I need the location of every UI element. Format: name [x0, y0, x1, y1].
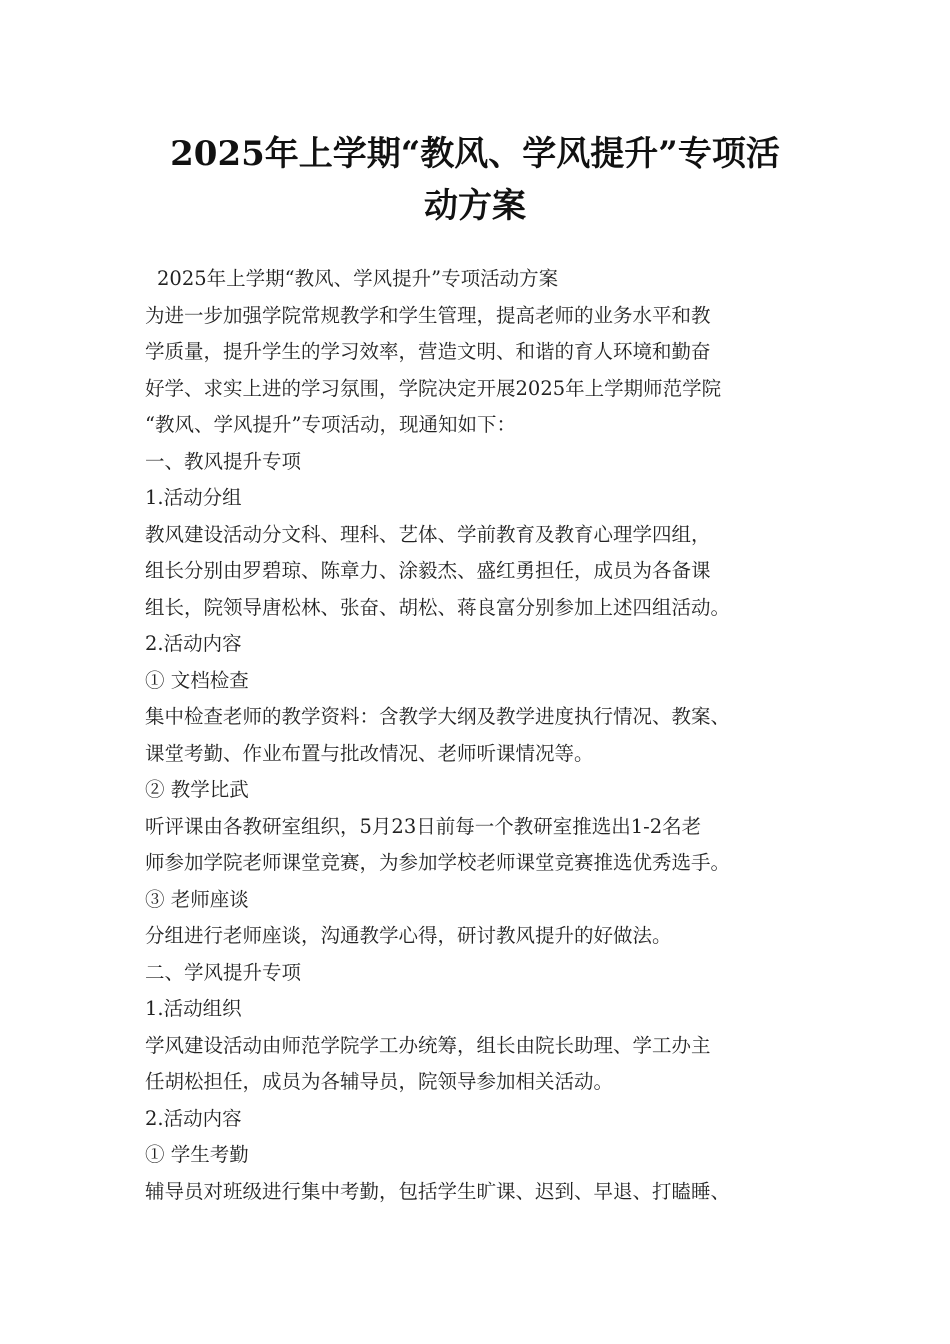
paragraph-line: 师参加学院老师课堂竞赛，为参加学校老师课堂竞赛推选优秀选手。 [145, 851, 731, 874]
paragraph-line: 组长分别由罗碧琼、陈章力、涂毅杰、盛红勇担任，成员为各备课 [145, 559, 711, 582]
paragraph-line: 课堂考勤、作业布置与批改情况、老师听课情况等。 [145, 741, 594, 765]
paragraph-line: 听评课由各教研室组织，5月23日前每一个教研室推选出1-2名老 [145, 814, 702, 838]
paragraph-line: 教风建设活动分文科、理科、艺体、学前教育及教育心理学四组， [145, 522, 711, 546]
item-heading: ① 文档检查 [145, 668, 249, 692]
item-heading: ② 教学比武 [145, 778, 249, 801]
item-heading: ③ 老师座谈 [145, 887, 249, 911]
subtitle-line: 2025年上学期“教风、学风提升”专项活动方案 [157, 267, 559, 290]
subsection-heading: 2.活动内容 [145, 1106, 242, 1130]
paragraph-line: 学质量，提升学生的学习效率，营造文明、和谐的育人环境和勤奋 [145, 340, 711, 363]
title-line-1: 2025年上学期“教风、学风提升”专项活 [170, 134, 780, 174]
document-title [120, 128, 830, 232]
title-line-2: 动方案 [424, 186, 526, 226]
paragraph-line: 分组进行老师座谈，沟通教学心得，研讨教风提升的好做法。 [145, 924, 672, 947]
paragraph-line: 学风建设活动由师范学院学工办统筹，组长由院长助理、学工办主 [145, 1033, 711, 1057]
paragraph-line: 集中检查老师的教学资料：含教学大纲及教学进度执行情况、教案、 [145, 705, 731, 728]
document-body [145, 261, 845, 1210]
paragraph-line: 任胡松担任，成员为各辅导员，院领导参加相关活动。 [145, 1070, 614, 1093]
section-heading: 二、学风提升专项 [145, 960, 302, 984]
subsection-heading: 1.活动分组 [145, 486, 242, 509]
paragraph-line: 辅导员对班级进行集中考勤，包括学生旷课、迟到、早退、打瞌睡、 [145, 1179, 731, 1203]
paragraph-line: 为进一步加强学院常规教学和学生管理，提高老师的业务水平和教 [145, 303, 711, 327]
item-heading: ① 学生考勤 [145, 1143, 249, 1166]
paragraph-line: 组长，院领导唐松林、张奋、胡松、蒋良富分别参加上述四组活动。 [145, 595, 731, 619]
paragraph-line: “教风、学风提升”专项活动，现通知如下： [145, 413, 516, 436]
section-heading: 一、教风提升专项 [145, 449, 302, 473]
subsection-heading: 2.活动内容 [145, 632, 242, 655]
subsection-heading: 1.活动组织 [145, 997, 242, 1020]
paragraph-line: 好学、求实上进的学习氛围，学院决定开展2025年上学期师范学院 [145, 376, 722, 400]
